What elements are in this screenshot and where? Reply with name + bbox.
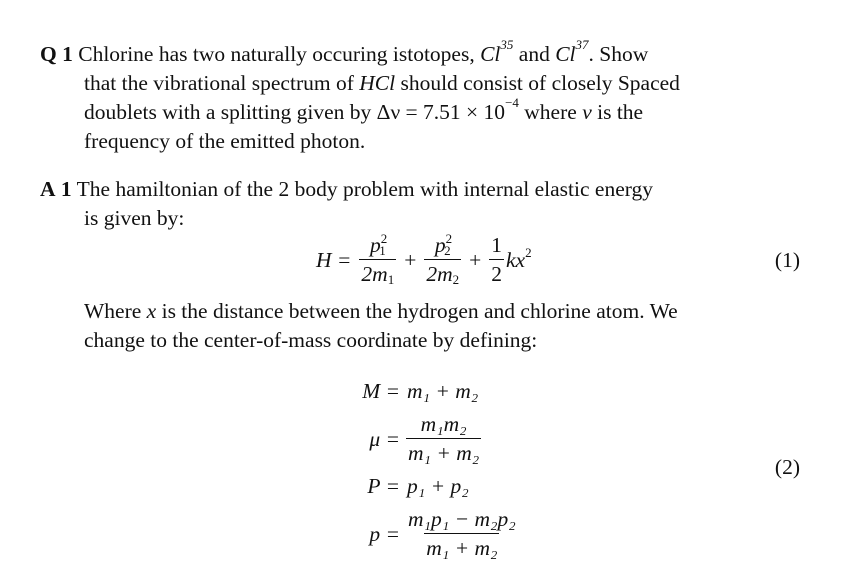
answer-line-3: Where x is the distance between the hydrogen and chlorine atom. We [84,299,678,323]
answer-label: A [40,177,56,201]
question-line-1: Q 1 Chlorine has two naturally occuring istotopes, Cl$^{35}$ and Cl$^{37}$. Show [40,37,649,66]
answer-number: 1 [60,177,72,201]
question-line-3: doublets with a splitting given by $\Delta\nu = 7.51 \times 10^{-4}$ where ν is the [84,95,644,124]
question-paragraph [40,37,810,156]
answer-paragraph [40,175,810,233]
hcl-formula: HCl [359,71,396,95]
fraction-term-1: $\frac{p^2_1}{2m_1}$ [361,231,395,287]
fraction-term-2: $\frac{p^2_2}{2m_2}$ [426,231,460,287]
fraction-term-3: $\frac{1}{2}$ [491,233,503,286]
equation-number-1: (1) [774,248,800,272]
isotope-cl37: Cl$^{37}$ [555,37,589,66]
question-line-2: that the vibrational spectrum of HCl should consist of closely Spaced [84,71,680,95]
answer-line-4: change to the center-of-mass coordinate by defining: [84,328,538,352]
answer-continuation [40,297,810,355]
hamiltonian-equation: H = $\frac{p^2_1}{2m_1}$ + $\frac{p^2_2}{2m_2}$ + $\frac{1}{2}$ kx $^2$ [316,231,532,287]
answer-line-1: A 1 The hamiltonian of the 2 body problem with internal elastic energy [40,177,654,201]
isotope-cl35: Cl$^{35}$ [480,37,514,66]
equation-number-2: (2) [774,455,800,479]
question-number: 1 [62,42,73,66]
question-line-4: frequency of the emitted photon. [84,129,366,153]
question-label: Q [40,42,57,66]
answer-line-2: is given by: [84,206,185,230]
question-text: Chlorine has two naturally occuring istotopes, [78,42,475,66]
splitting-formula: $\Delta\nu = 7.51 \times 10^{-4}$ [376,95,519,124]
